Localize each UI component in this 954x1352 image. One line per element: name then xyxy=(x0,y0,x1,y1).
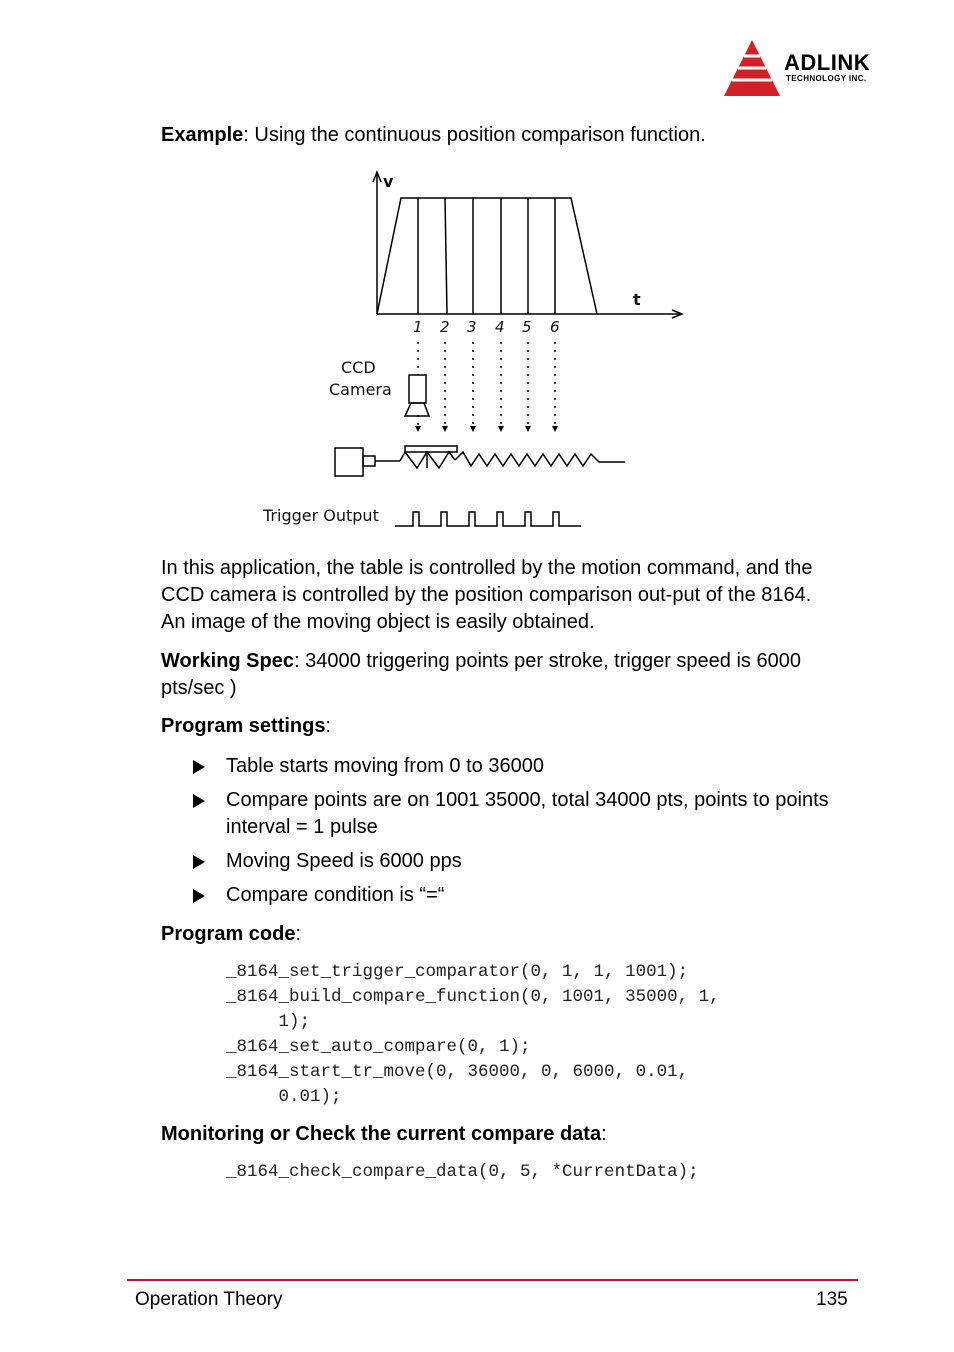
program-settings-heading xyxy=(161,713,831,740)
bullet-arrow-icon xyxy=(193,794,205,808)
bullet-text: Compare condition is “=“ xyxy=(226,884,445,906)
footer-rule xyxy=(127,1279,858,1281)
point-label-1: 1 xyxy=(413,318,423,336)
program-code-label: Program code xyxy=(161,923,296,945)
program-code-colon: : xyxy=(295,923,302,945)
adlink-triangle-icon xyxy=(722,38,782,100)
point-label-4: 4 xyxy=(495,318,505,336)
point-label-5: 5 xyxy=(522,318,532,336)
application-paragraph: In this application, the table is controlled by the motion command, and the CCD camera is controlled by the position comparison out-put of the 8164. An image of the moving object is easily obtained. xyxy=(161,557,813,633)
program-code-block: _8164_set_trigger_comparator(0, 1, 1, 1001); _8164_build_compare_function(0, 1001, 35000, 1, 1); _8164_set_auto_compare(0, 1); _8164_start_tr_move(0, 36000, 0, 6000, 0.01, 0.01); xyxy=(226,962,720,1107)
point-label-6: 6 xyxy=(550,318,560,336)
page-number: 135 xyxy=(816,1289,848,1310)
monitoring-heading xyxy=(161,1121,831,1148)
logo-brand: ADLINK xyxy=(784,50,871,75)
bullet-text: Compare points are on 1001 35000, total 34000 pts, points to points interval = 1 pulse xyxy=(226,789,829,838)
bullet-arrow-icon xyxy=(193,889,205,903)
camera-label: Camera xyxy=(329,380,392,399)
logo-subtitle: TECHNOLOGY INC. xyxy=(786,74,867,83)
bullet-text: Table starts moving from 0 to 36000 xyxy=(226,755,544,777)
bullet-text: Moving Speed is 6000 pps xyxy=(226,850,462,872)
position-compare-figure xyxy=(255,160,695,540)
point-label-2: 2 xyxy=(440,318,450,336)
timing-diagram xyxy=(255,160,695,540)
example-text: : Using the continuous position comparison function. xyxy=(243,124,706,146)
program-settings-label: Program settings xyxy=(161,715,326,737)
working-spec-text: : 34000 triggering points per stroke, trigger speed is 6000 pts/sec ) xyxy=(161,650,801,699)
monitoring-label: Monitoring or Check the current compare data xyxy=(161,1123,602,1145)
bullet-arrow-icon xyxy=(193,855,205,869)
program-settings-colon: : xyxy=(325,715,332,737)
trigger-output-label: Trigger Output xyxy=(263,506,379,525)
program-code-heading xyxy=(161,921,831,948)
ccd-label: CCD xyxy=(341,358,376,377)
adlink-logo xyxy=(722,38,912,100)
monitoring-colon: : xyxy=(601,1123,607,1145)
working-spec-label: Working Spec xyxy=(161,650,294,672)
monitoring-code-block: _8164_check_compare_data(0, 5, *CurrentData); xyxy=(226,1162,699,1182)
bullet-arrow-icon xyxy=(193,760,205,774)
working-spec-paragraph xyxy=(161,648,831,702)
footer-section: Operation Theory xyxy=(135,1289,283,1310)
velocity-axis-label: v xyxy=(383,172,394,191)
example-line xyxy=(161,122,831,149)
point-label-3: 3 xyxy=(467,318,477,336)
example-label: Example xyxy=(161,124,244,146)
time-axis-label: t xyxy=(633,290,641,309)
